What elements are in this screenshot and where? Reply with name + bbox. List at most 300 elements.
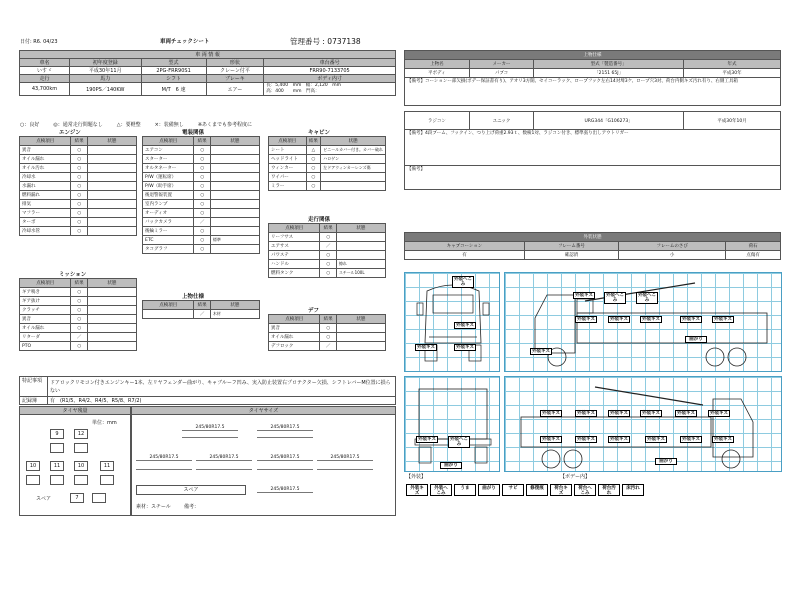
item-name: オイル汚れ <box>20 164 71 173</box>
item-note <box>321 182 386 191</box>
inspection-row <box>269 333 386 342</box>
damage-legend-item: 荷台へこみ <box>574 484 596 496</box>
item-result: ○ <box>194 146 210 155</box>
damage-tag-scratch: 外装キズ <box>675 410 697 417</box>
vehicle-cell: 平成30年11月 <box>69 67 141 75</box>
column-header: 点検項目 <box>143 301 194 310</box>
damage-tag-scratch: 外装キズ <box>575 316 597 323</box>
item-note <box>210 164 259 173</box>
exterior-value: 確認済 <box>524 251 618 260</box>
record-book-label: 記録簿 <box>20 397 48 405</box>
item-name: 燃料タンク <box>269 269 320 278</box>
item-result: ○ <box>320 260 336 269</box>
upper-cell: 平成30年 <box>683 69 780 78</box>
column-header: 状態 <box>210 137 259 146</box>
vehicle-section-title: 車 両 情 報 <box>20 51 396 59</box>
upper-header: 上物名 <box>405 60 470 69</box>
management-number: 管理番号 : 0737138 <box>290 37 361 46</box>
inspection-row <box>20 315 137 324</box>
damage-tag-scratch: 外装キズ <box>680 316 702 323</box>
mission-section <box>19 270 137 351</box>
mission-title: ミッション <box>59 272 87 278</box>
inspection-row <box>143 200 260 209</box>
inspection-row <box>20 297 137 306</box>
tire-spare-label: スペア <box>36 496 52 502</box>
item-note <box>87 146 136 155</box>
item-name: スターター <box>143 155 194 164</box>
tire-rear-outer-right-2 <box>100 475 114 485</box>
upper-cell: 平ボディ <box>405 69 470 78</box>
item-note <box>87 191 136 200</box>
upper-note-1: 【備考】コーションー部欠損(ボデー保証書有り)、アオリ3方開、セイコーラック、ロープフック左右14対埼3ケ、ロープ穴3対、荷台内側キズ汚れ有り、右側工具箱 <box>405 78 781 106</box>
item-name: ウィンカー <box>269 164 307 173</box>
item-result: ○ <box>71 324 87 333</box>
item-name: オーディオ <box>143 209 194 218</box>
item-note <box>87 173 136 182</box>
damage-legend-item: 荷台キズ <box>550 484 572 496</box>
inspection-row <box>143 310 260 319</box>
inspection-row <box>20 324 137 333</box>
cargo_check-table <box>142 300 260 319</box>
item-name <box>143 310 194 319</box>
result-legend <box>20 121 400 128</box>
legend-need-check: △：要軽整 <box>116 122 141 128</box>
upper-header: 年式 <box>683 60 780 69</box>
item-result: ○ <box>320 269 336 278</box>
upper-note-2: 【備考】4段ブーム、フックイン、つり上げ荷重2.93ｔ、数検1対、ラジコン付き、標準張り出しアウトリガー <box>405 130 781 166</box>
inspection-row <box>143 155 260 164</box>
damage-tag-scratch: 外装キズ <box>712 436 734 443</box>
column-header: 結果 <box>320 315 336 324</box>
item-result: ／ <box>194 310 210 319</box>
item-result: ○ <box>71 155 87 164</box>
wheel-material: 素材：スチール <box>136 504 171 510</box>
inspection-row <box>143 245 260 254</box>
item-result: ○ <box>194 182 210 191</box>
exterior-header: フレームのさび <box>619 242 726 251</box>
legend-note: ※あくまでも参考程度に <box>197 122 253 128</box>
inspection-row <box>20 200 137 209</box>
item-result: ○ <box>194 236 210 245</box>
inspection-row <box>20 146 137 155</box>
inspection-row <box>269 269 386 278</box>
inspection-row <box>143 182 260 191</box>
item-note <box>336 342 385 351</box>
item-result: ／ <box>320 242 336 251</box>
item-note <box>87 333 136 342</box>
tire-size-front-left-2 <box>182 437 238 438</box>
engine-title: エンジン <box>59 130 81 136</box>
item-result: ○ <box>71 182 87 191</box>
vehicle-cell: ブレーキ <box>206 75 264 83</box>
damage-tag-scratch: 外装キズ <box>575 436 597 443</box>
upper-cell: ユニック <box>469 112 534 130</box>
item-result: ○ <box>71 227 87 236</box>
sheet-title: 車両チェックシート <box>160 39 210 45</box>
item-note <box>336 324 385 333</box>
item-name: 水漏れ <box>20 182 71 191</box>
item-result: ○ <box>71 288 87 297</box>
damage-tag-scratch: 外装キズ <box>608 410 630 417</box>
item-note <box>210 173 259 182</box>
inspection-row <box>20 342 137 351</box>
legend-inner-label: 【ボデー内】 <box>560 474 591 480</box>
exterior-header: フレーム番号 <box>524 242 618 251</box>
vehicle-cell: 43,700km <box>20 83 70 96</box>
item-result: ○ <box>71 315 87 324</box>
tire-size-rear-5 <box>136 469 192 470</box>
item-name: エアコン <box>143 146 194 155</box>
vehicle-cell: エアー <box>206 83 264 96</box>
tire-rear-inner-left-2 <box>50 475 64 485</box>
damage-tag-scratch: 外装キズ <box>708 410 730 417</box>
item-name: オイル漏れ <box>269 333 320 342</box>
item-note <box>87 297 136 306</box>
damage-legend-item: 荷台汚れ <box>598 484 620 496</box>
item-name: P/W（助手席） <box>143 182 194 191</box>
item-note <box>87 342 136 351</box>
column-header: 点検項目 <box>20 279 71 288</box>
inspection-row <box>20 155 137 164</box>
damage-tag-scratch: 外装キズ <box>640 410 662 417</box>
cabin-section <box>268 128 386 191</box>
diff-section <box>268 306 386 351</box>
vehicle-cell: 馬力 <box>69 75 141 83</box>
tire-remain-unit: 単位：mm <box>92 420 117 426</box>
item-result: ○ <box>306 164 321 173</box>
item-name: リターダ <box>20 333 71 342</box>
item-result: ○ <box>194 164 210 173</box>
item-note <box>87 200 136 209</box>
body-dim-line: 高：400 mm 門高： <box>266 89 320 94</box>
item-note <box>87 209 136 218</box>
inspection-row <box>20 182 137 191</box>
tire-size-rear-3: 245/80R17.5 <box>257 455 313 461</box>
tire-size-rear-6 <box>196 469 252 470</box>
special-notes-label: 特記事項 <box>20 377 48 397</box>
item-result: ○ <box>306 182 321 191</box>
item-name: ギア鳴き <box>20 288 71 297</box>
tire-rear-inner-left: 11 <box>50 461 64 471</box>
inspection-row <box>269 155 386 164</box>
upper-cell: ラジコン <box>405 112 470 130</box>
vehicle-cell: 初年度登録 <box>69 59 141 67</box>
damage-tag-bend: 曲がり <box>655 458 677 465</box>
upper-header: メーカー <box>469 60 534 69</box>
diff-table <box>268 314 386 351</box>
legend-good: ○：良好 <box>20 122 40 128</box>
item-note <box>336 233 385 242</box>
item-result: ○ <box>194 155 210 164</box>
tire-size-spare: 245/80R17.5 <box>257 487 313 493</box>
item-name: 室内ランプ <box>143 200 194 209</box>
item-result: ○ <box>71 164 87 173</box>
item-note <box>87 315 136 324</box>
vehicle-cell: 190PS／140KW <box>69 83 141 96</box>
upper-section-title: 上物仕様 <box>405 51 781 60</box>
damage-tag-dent: 外装へこみ <box>638 293 656 303</box>
upper-spec-table <box>404 50 781 190</box>
inspection-row <box>143 209 260 218</box>
upper-note-3: 【備考】 <box>405 166 781 190</box>
item-result: ／ <box>320 342 336 351</box>
item-note <box>87 182 136 191</box>
exterior-section-title: 外装状態 <box>405 233 781 242</box>
inspection-row <box>20 218 137 227</box>
record-book-text: 有 (R1/5、R4/2、R4/5、R5/8、R7/2) <box>48 397 396 405</box>
vehicle-cell: FRR90-7133705 <box>264 67 396 75</box>
truck-left-outline <box>505 273 783 373</box>
inspection-row <box>269 182 386 191</box>
item-name: シート <box>269 146 307 155</box>
damage-tag-dent: 外装へこみ <box>450 437 468 447</box>
tire-rear-outer-left-2 <box>26 475 40 485</box>
rear-view-diagram <box>404 376 500 472</box>
column-header: 結果 <box>194 137 210 146</box>
item-name: 異音 <box>269 324 320 333</box>
damage-tag-dent: 外装へこみ <box>454 277 472 287</box>
item-result: ○ <box>71 209 87 218</box>
item-name: マフラー <box>20 209 71 218</box>
cargo_check-section <box>142 292 260 319</box>
item-note: スチール100L <box>336 269 385 278</box>
damage-tag-scratch: 外装キズ <box>680 436 702 443</box>
vehicle-cell: M/T 6 速 <box>141 83 206 96</box>
vehicle-cell: 型式 <box>141 59 206 67</box>
electrical-section <box>142 128 260 254</box>
truck-rear-outline <box>405 377 501 473</box>
damage-tag-bend: 曲がり <box>440 462 462 469</box>
tire-remain-box <box>19 406 131 516</box>
vehicle-cell: ボディ内寸 <box>264 75 396 83</box>
item-result: ○ <box>320 233 336 242</box>
body-dimensions <box>264 83 396 96</box>
inspection-row <box>143 227 260 236</box>
item-name: 後輪ミラー <box>143 227 194 236</box>
item-name: ワイパー <box>269 173 307 182</box>
upper-cell: 「2151 65J」 <box>534 69 684 78</box>
item-note <box>336 333 385 342</box>
item-note: ビニールカバー付き。カバー破れ <box>321 146 386 155</box>
engine-section <box>19 128 137 236</box>
column-header: 点検項目 <box>269 224 320 233</box>
item-note <box>87 164 136 173</box>
item-note <box>210 191 259 200</box>
vehicle-cell: いすゞ <box>20 67 70 75</box>
tire-rear-inner-right-2 <box>74 475 88 485</box>
tire-front-right: 12 <box>74 429 88 439</box>
cabin-title: キャビン <box>308 130 331 136</box>
damage-tag-scratch: 外装キズ <box>712 316 734 323</box>
vehicle-cell: 形状 <box>206 59 264 67</box>
damage-tag-scratch: 外装キズ <box>540 436 562 443</box>
item-name: 後退警報装置 <box>143 191 194 200</box>
inspection-row <box>143 218 260 227</box>
damage-legend-item: サビ <box>502 484 524 496</box>
vehicle-cell: シフト <box>141 75 206 83</box>
cabin-table <box>268 136 386 191</box>
item-name: 異音 <box>20 146 71 155</box>
tire-size-front-right-2 <box>257 437 313 438</box>
tire-size-rear-1: 245/80R17.5 <box>136 455 192 461</box>
item-name: ETC <box>143 236 194 245</box>
damage-legend-item: 修復痕 <box>526 484 548 496</box>
inspection-row <box>143 173 260 182</box>
tire-remain-title: タイヤ残量 <box>20 407 130 415</box>
item-name: ハンドル <box>269 260 320 269</box>
item-result: ○ <box>71 191 87 200</box>
item-name: オイル漏れ <box>20 324 71 333</box>
damage-legend-item: 曲がり <box>478 484 500 496</box>
exterior-table <box>404 232 781 260</box>
item-note <box>336 242 385 251</box>
item-result: ○ <box>320 333 336 342</box>
item-result: ○ <box>71 146 87 155</box>
item-result: ○ <box>71 200 87 209</box>
vehicle-info-table <box>19 50 396 96</box>
column-header: 状態 <box>210 301 259 310</box>
item-result: ○ <box>71 297 87 306</box>
tire-front-left-2 <box>50 443 64 453</box>
tire-rear-outer-right: 11 <box>100 461 114 471</box>
column-header: 状態 <box>336 315 385 324</box>
tire-size-rear-8 <box>317 469 373 470</box>
damage-tag-scratch: 外装キズ <box>540 410 562 417</box>
item-note <box>210 200 259 209</box>
inspection-row <box>269 173 386 182</box>
damage-tag-scratch: 外装キズ <box>608 316 630 323</box>
item-name: 冷却水管 <box>20 227 71 236</box>
item-result: ○ <box>320 324 336 333</box>
damage-tag-dent: 外装へこみ <box>606 293 624 303</box>
tire-size-front-left: 245/80R17.5 <box>182 425 238 431</box>
column-header: 結果 <box>194 301 210 310</box>
inspection-row <box>20 164 137 173</box>
upper-cell: 平成30年10月 <box>683 112 780 130</box>
damage-tag-scratch: 外装キズ <box>454 322 476 329</box>
upper-cell: URG344「G106273」 <box>534 112 684 130</box>
inspection-row <box>269 233 386 242</box>
item-name: ターボ <box>20 218 71 227</box>
column-header: 状態 <box>87 137 136 146</box>
item-note <box>210 209 259 218</box>
truck-right-outline <box>505 377 783 473</box>
tire-size-title: タイヤサイズ <box>132 407 395 415</box>
item-note: 木材 <box>210 310 259 319</box>
item-name: エアサス <box>269 242 320 251</box>
column-header: 状態 <box>87 279 136 288</box>
tire-size-rear-2: 245/80R17.5 <box>196 455 252 461</box>
damage-tag-scratch: 外装キズ <box>640 316 662 323</box>
item-result: ○ <box>194 191 210 200</box>
upper-cell: パブコ <box>469 69 534 78</box>
item-result: ／ <box>71 333 87 342</box>
item-result: ○ <box>306 173 321 182</box>
column-header: 状態 <box>321 137 386 146</box>
body-dim-line: 長：5,400 mm 幅：2,120 mm <box>266 83 342 88</box>
inspection-row <box>269 342 386 351</box>
damage-tag-scratch: 外装キズ <box>530 348 552 355</box>
damage-legend <box>406 484 646 496</box>
tire-size-rear-4: 245/80R17.5 <box>317 455 373 461</box>
item-result: ○ <box>306 155 321 164</box>
engine-table <box>19 136 137 236</box>
inspection-row <box>20 191 137 200</box>
exterior-value: 点傷有 <box>726 251 781 260</box>
item-note <box>336 251 385 260</box>
truck-front-outline <box>405 273 501 373</box>
vehicle-cell: 車名 <box>20 59 70 67</box>
item-name: 冷却水 <box>20 173 71 182</box>
item-result: ○ <box>194 173 210 182</box>
item-name: ギア抜け <box>20 297 71 306</box>
exterior-header: キャブコーション <box>405 242 525 251</box>
item-result: ○ <box>71 306 87 315</box>
inspection-row <box>143 164 260 173</box>
tire-spare-2 <box>92 493 106 503</box>
inspection-row <box>269 164 386 173</box>
item-name: タコグラフ <box>143 245 194 254</box>
legend-outer-label: 【外装】 <box>406 474 427 480</box>
date-label: 日付: R6. 04/23 <box>20 39 58 45</box>
electrical-table <box>142 136 260 254</box>
vehicle-cell: 車台番号 <box>264 59 396 67</box>
tire-size-rear-7 <box>257 469 313 470</box>
damage-tag-scratch: 外装キズ <box>573 292 595 299</box>
item-note: 擦れ <box>336 260 385 269</box>
electrical-title: 電装関係 <box>182 130 205 136</box>
running-table <box>268 223 386 278</box>
special-notes-text: ドアロックリモコン付きエンジンキー1本、左リヤフェンダー曲がり、キャブルーフ凹み、実入防止装置右プロテクター欠損、シフトレバーM位置に損らない <box>48 377 396 397</box>
item-name: パワステ <box>269 251 320 260</box>
item-note <box>87 227 136 236</box>
item-result: ○ <box>320 251 336 260</box>
inspection-row <box>143 236 260 245</box>
item-note <box>87 306 136 315</box>
tire-rear-inner-right: 10 <box>74 461 88 471</box>
damage-tag-scratch: 外装キズ <box>608 436 630 443</box>
item-note: 左ドアウィンカーレンズ傷 <box>321 164 386 173</box>
item-name: オルタネーター <box>143 164 194 173</box>
tire-size-front-right: 245/80R17.5 <box>257 425 313 431</box>
item-note <box>210 146 259 155</box>
item-note <box>210 155 259 164</box>
legend-wear: ◎：通常走行問題なし <box>53 122 103 128</box>
item-note <box>210 182 259 191</box>
tire-rear-outer-left: 10 <box>26 461 40 471</box>
item-result: ○ <box>194 227 210 236</box>
running-title: 走行関係 <box>308 217 331 223</box>
damage-tag-bend: 曲がり <box>685 336 707 343</box>
inspection-row <box>269 146 386 155</box>
remarks-table <box>19 376 396 405</box>
item-note: 標準 <box>210 236 259 245</box>
item-note <box>87 324 136 333</box>
item-result: ／ <box>194 218 210 227</box>
item-name: ヘッドライト <box>269 155 307 164</box>
inspection-row <box>143 191 260 200</box>
column-header: 点検項目 <box>269 315 320 324</box>
exterior-header: 荷石 <box>726 242 781 251</box>
damage-tag-scratch: 外装キズ <box>415 344 437 351</box>
legend-broken: ×：装備無し <box>154 122 184 128</box>
inspection-row <box>20 288 137 297</box>
column-header: 点検項目 <box>269 137 307 146</box>
damage-tag-scratch: 外装キズ <box>416 436 438 443</box>
running-section <box>268 215 386 278</box>
item-result: ○ <box>71 218 87 227</box>
item-name: 排気 <box>20 200 71 209</box>
